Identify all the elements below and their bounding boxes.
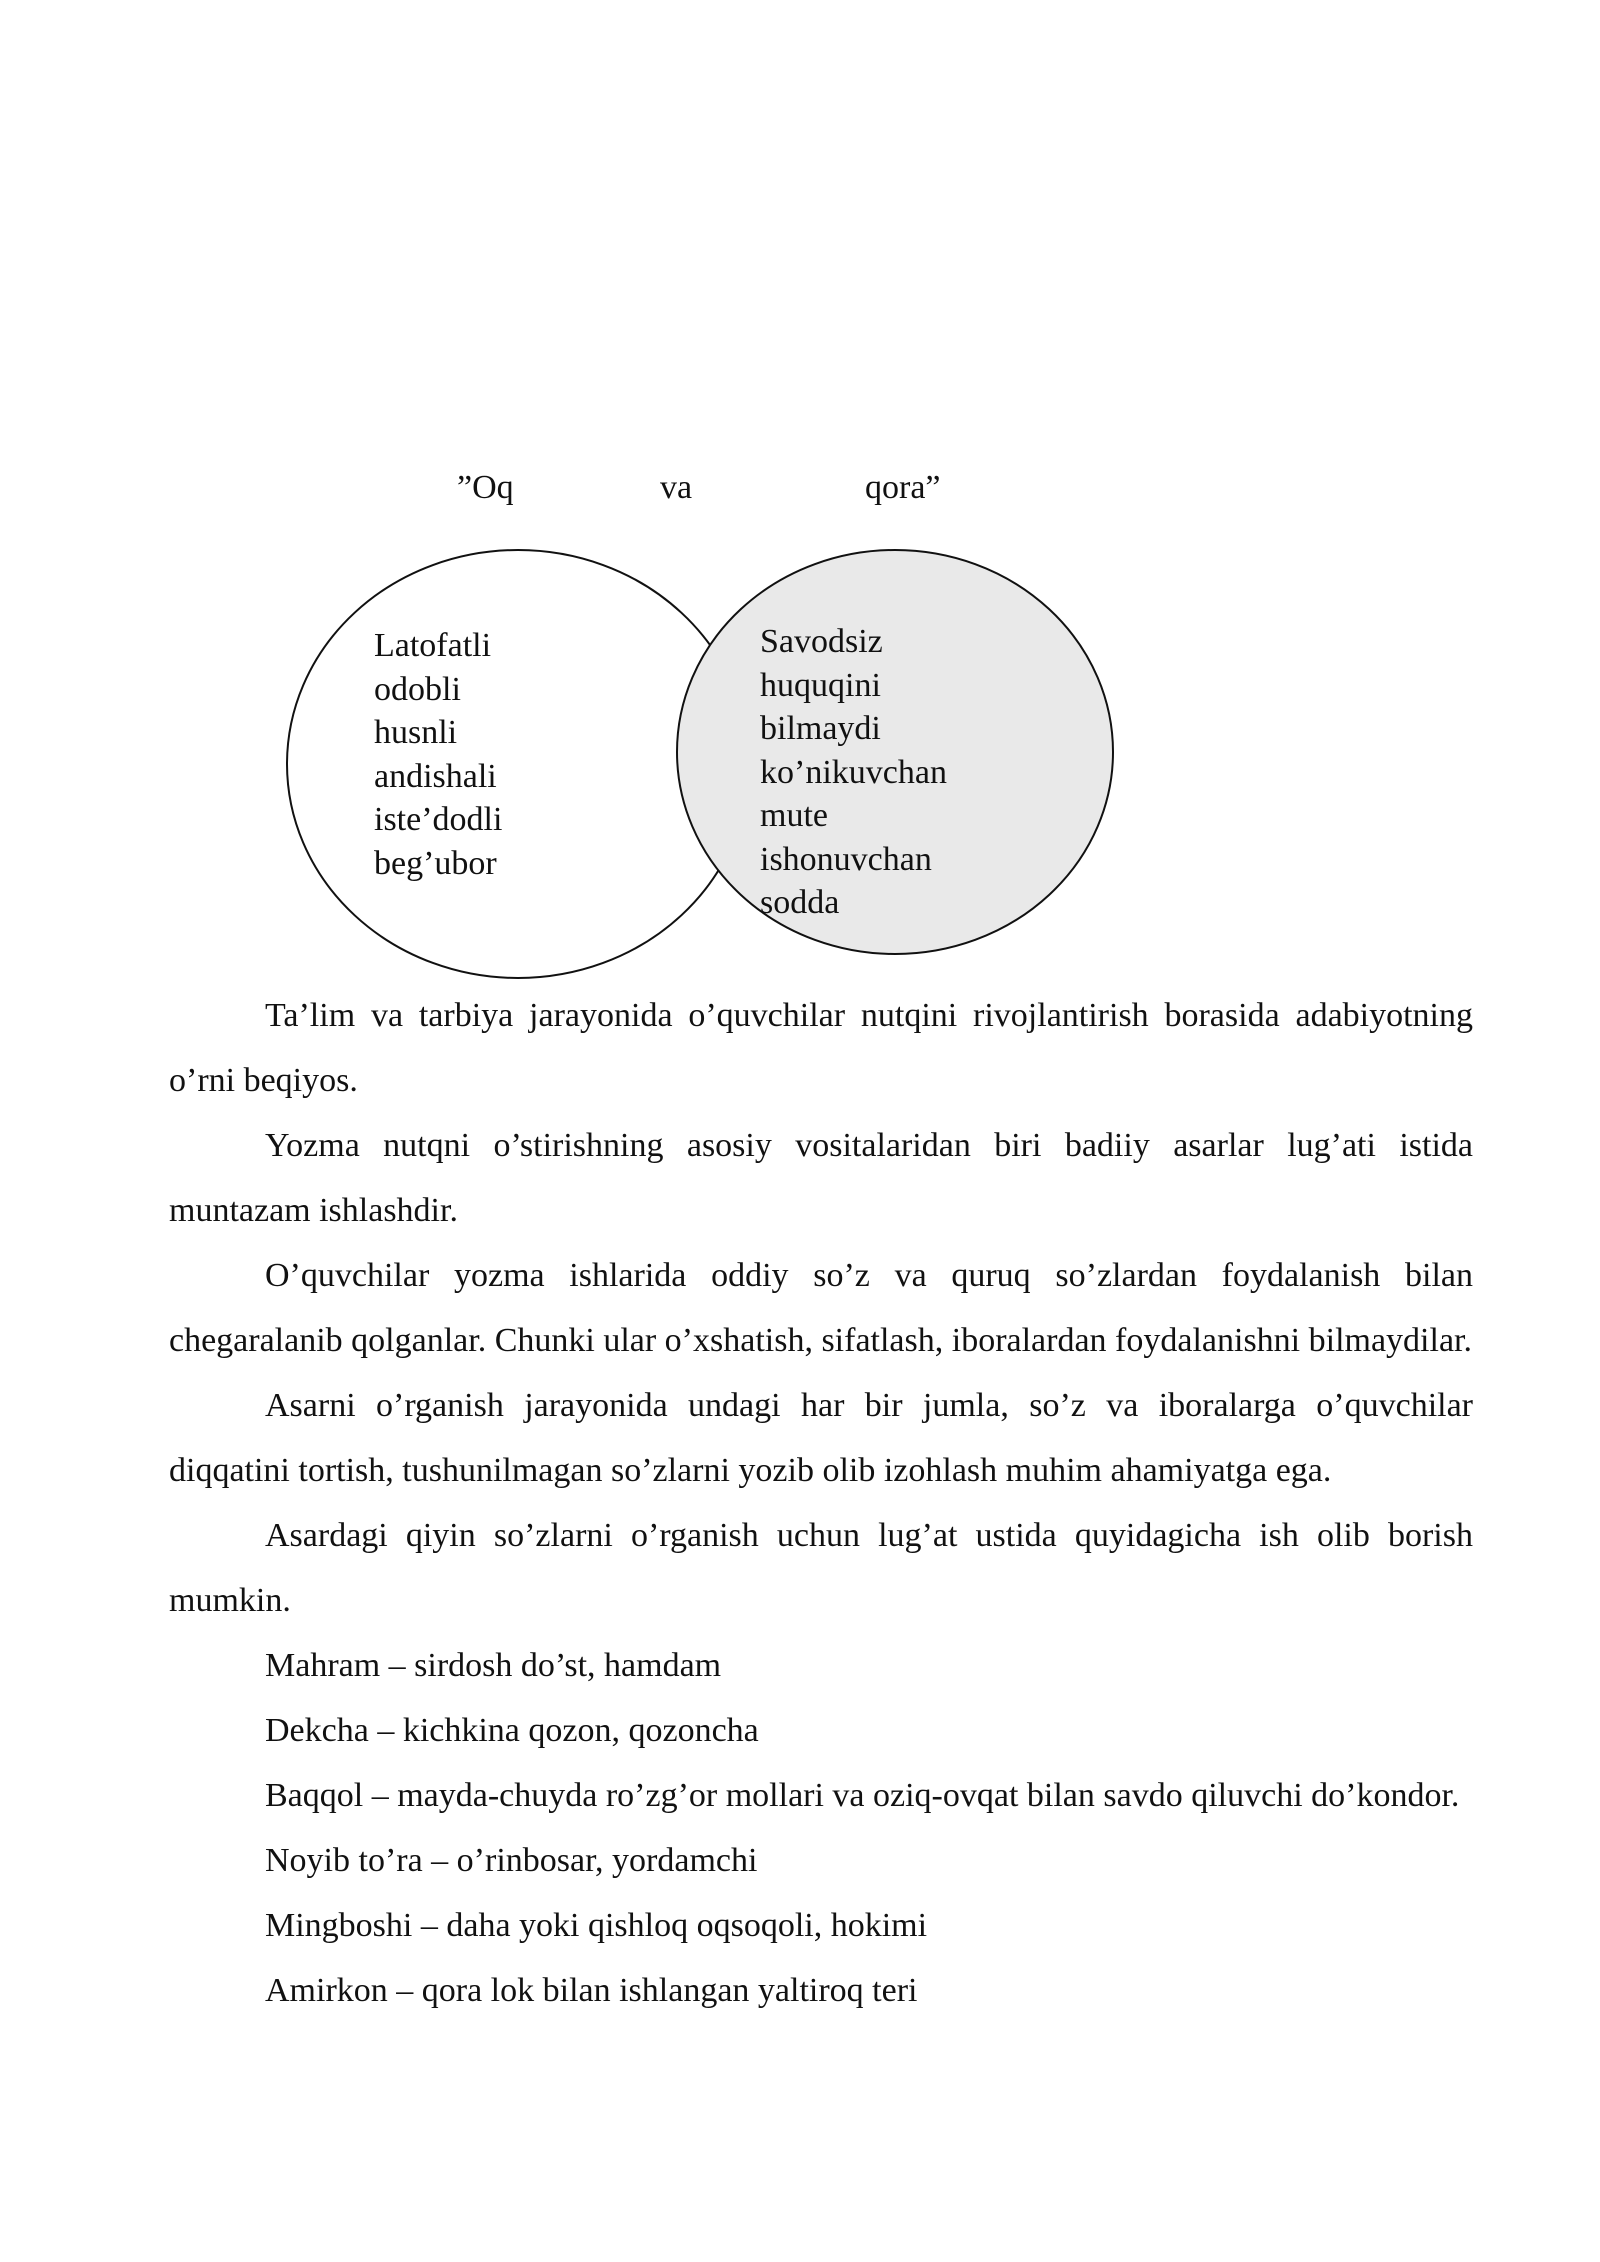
left-circle-word: odobli — [374, 670, 461, 708]
left-circle-word: iste’dodli — [374, 801, 503, 838]
diagram-title-word: ”Oq — [457, 469, 514, 506]
left-circle-word: husnli — [374, 714, 458, 751]
right-circle-word: huquqini — [760, 666, 881, 704]
right-circle-word: bilmaydi — [760, 710, 881, 747]
right-circle-word: ishonuvchan — [760, 840, 932, 878]
glossary-entry: Dekcha – kichkina qozon, qozoncha — [265, 1712, 759, 1749]
right-circle-word: mute — [760, 797, 828, 834]
paragraph: Yozma nutqni o’stirishning asosiy vositalaridan biri badiiy asarlar lug’ati istida muntazam ishlashdir. — [169, 1127, 1473, 1229]
diagram-title-word: qora” — [865, 469, 941, 506]
right-circle-word: ko’nikuvchan — [760, 753, 947, 791]
paragraph: Asarni o’rganish jarayonida undagi har bir jumla, so’z va iboralarga o’quvchilar diqqatini tortish, tushunilmagan so’zlarni yozib olib izohlash muhim ahamiyatga ega. — [169, 1387, 1473, 1489]
left-circle-word: Latofatli — [374, 627, 492, 664]
glossary-entry: Mahram – sirdosh do’st, hamdam — [265, 1647, 722, 1684]
left-circle-word: andishali — [374, 757, 497, 795]
right-circle-word: Savodsiz — [760, 623, 883, 660]
glossary-entry: Noyib to’ra – o’rinbosar, yordamchi — [265, 1842, 758, 1879]
glossary-entry: Amirkon – qora lok bilan ishlangan yaltiroq teri — [265, 1972, 918, 2009]
glossary-entry: Baqqol – mayda-chuyda ro’zg’or mollari va oziq-ovqat bilan savdo qiluvchi do’kondor. — [265, 1777, 1460, 1814]
right-circle-word-list — [760, 620, 947, 925]
body-text — [169, 983, 1473, 2023]
left-circle-word: beg’ubor — [374, 844, 497, 882]
left-circle-word-list — [374, 624, 502, 885]
diagram-title-word: va — [660, 469, 693, 506]
glossary-entry: Mingboshi – daha yoki qishloq oqsoqoli, hokimi — [265, 1907, 928, 1944]
paragraph: Asardagi qiyin so’zlarni o’rganish uchun lug’at ustida quyidagicha ish olib borish mumkin. — [169, 1517, 1473, 1619]
right-circle-word: sodda — [760, 884, 840, 921]
paragraph: Ta’lim va tarbiya jarayonida o’quvchilar nutqini rivojlantirish borasida adabiyotning o’rni beqiyos. — [169, 997, 1473, 1099]
paragraph: O’quvchilar yozma ishlarida oddiy so’z va quruq so’zlardan foydalanish bilan chegaralanib qolganlar. Chunki ular o’xshatish, sifatlash, iboralardan foydalanishni bilmaydilar. — [169, 1257, 1473, 1359]
